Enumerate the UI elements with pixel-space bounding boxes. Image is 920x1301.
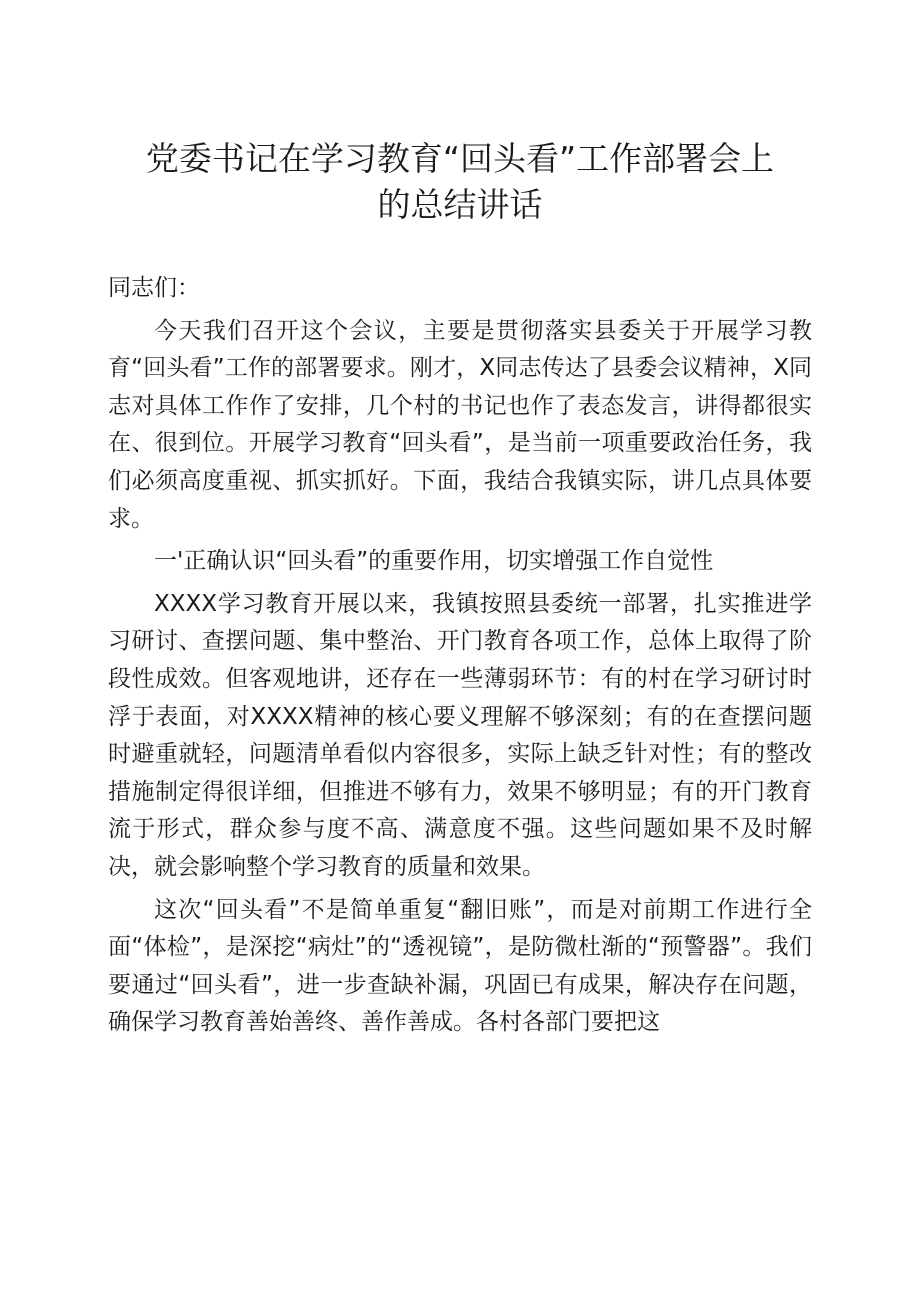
paragraph-3: 这次“回头看”不是简单重复“翻旧账”，而是对前期工作进行全面“体检”，是深挖“病灶”的“透视镜”，是防微杜渐的“预警器”。我们要通过“回头看”，进一步查缺补漏，巩固已有成果，解决存在问题，确保学习教育善始善终、善作善成。各村各部门要把这 <box>108 896 812 1036</box>
document-title <box>100 136 820 228</box>
paragraph-2: XXXX学习教育开展以来，我镇按照县委统一部署，扎实推进学习研讨、查摆问题、集中整治、开门教育各项工作，总体上取得了阶段性成效。但客观地讲，还存在一些薄弱环节：有的村在学习研讨时浮于表面，对XXXX精神的核心要义理解不够深刻；有的在查摆问题时避重就轻，问题清单看似内容很多，实际上缺乏针对性；有的整改措施制定得很详细，但推进不够有力，效果不够明显；有的开门教育流于形式，群众参与度不高、满意度不强。这些问题如果不及时解决，就会影响整个学习教育的质量和效果。 <box>108 590 812 880</box>
title-line-1: 党委书记在学习教育“回头看”工作部署会上 <box>145 139 775 178</box>
title-line-2: 的总结讲话 <box>377 185 543 224</box>
paragraph-intro: 今天我们召开这个会议，主要是贯彻落实县委关于开展学习教育“回头看”工作的部署要求。刚才，X同志传达了县委会议精神，X同志对具体工作作了安排，几个村的书记也作了表态发言，讲得都很实在、很到位。开展学习教育“回头看”，是当前一项重要政治任务，我们必须高度重视、抓实抓好。下面，我结合我镇实际，讲几点具体要求。 <box>108 317 812 532</box>
greeting: 同志们： <box>108 275 200 301</box>
document-body <box>108 270 812 1042</box>
section-heading-1: 一'正确认识“回头看”的重要作用，切实增强工作自觉性 <box>154 548 714 575</box>
